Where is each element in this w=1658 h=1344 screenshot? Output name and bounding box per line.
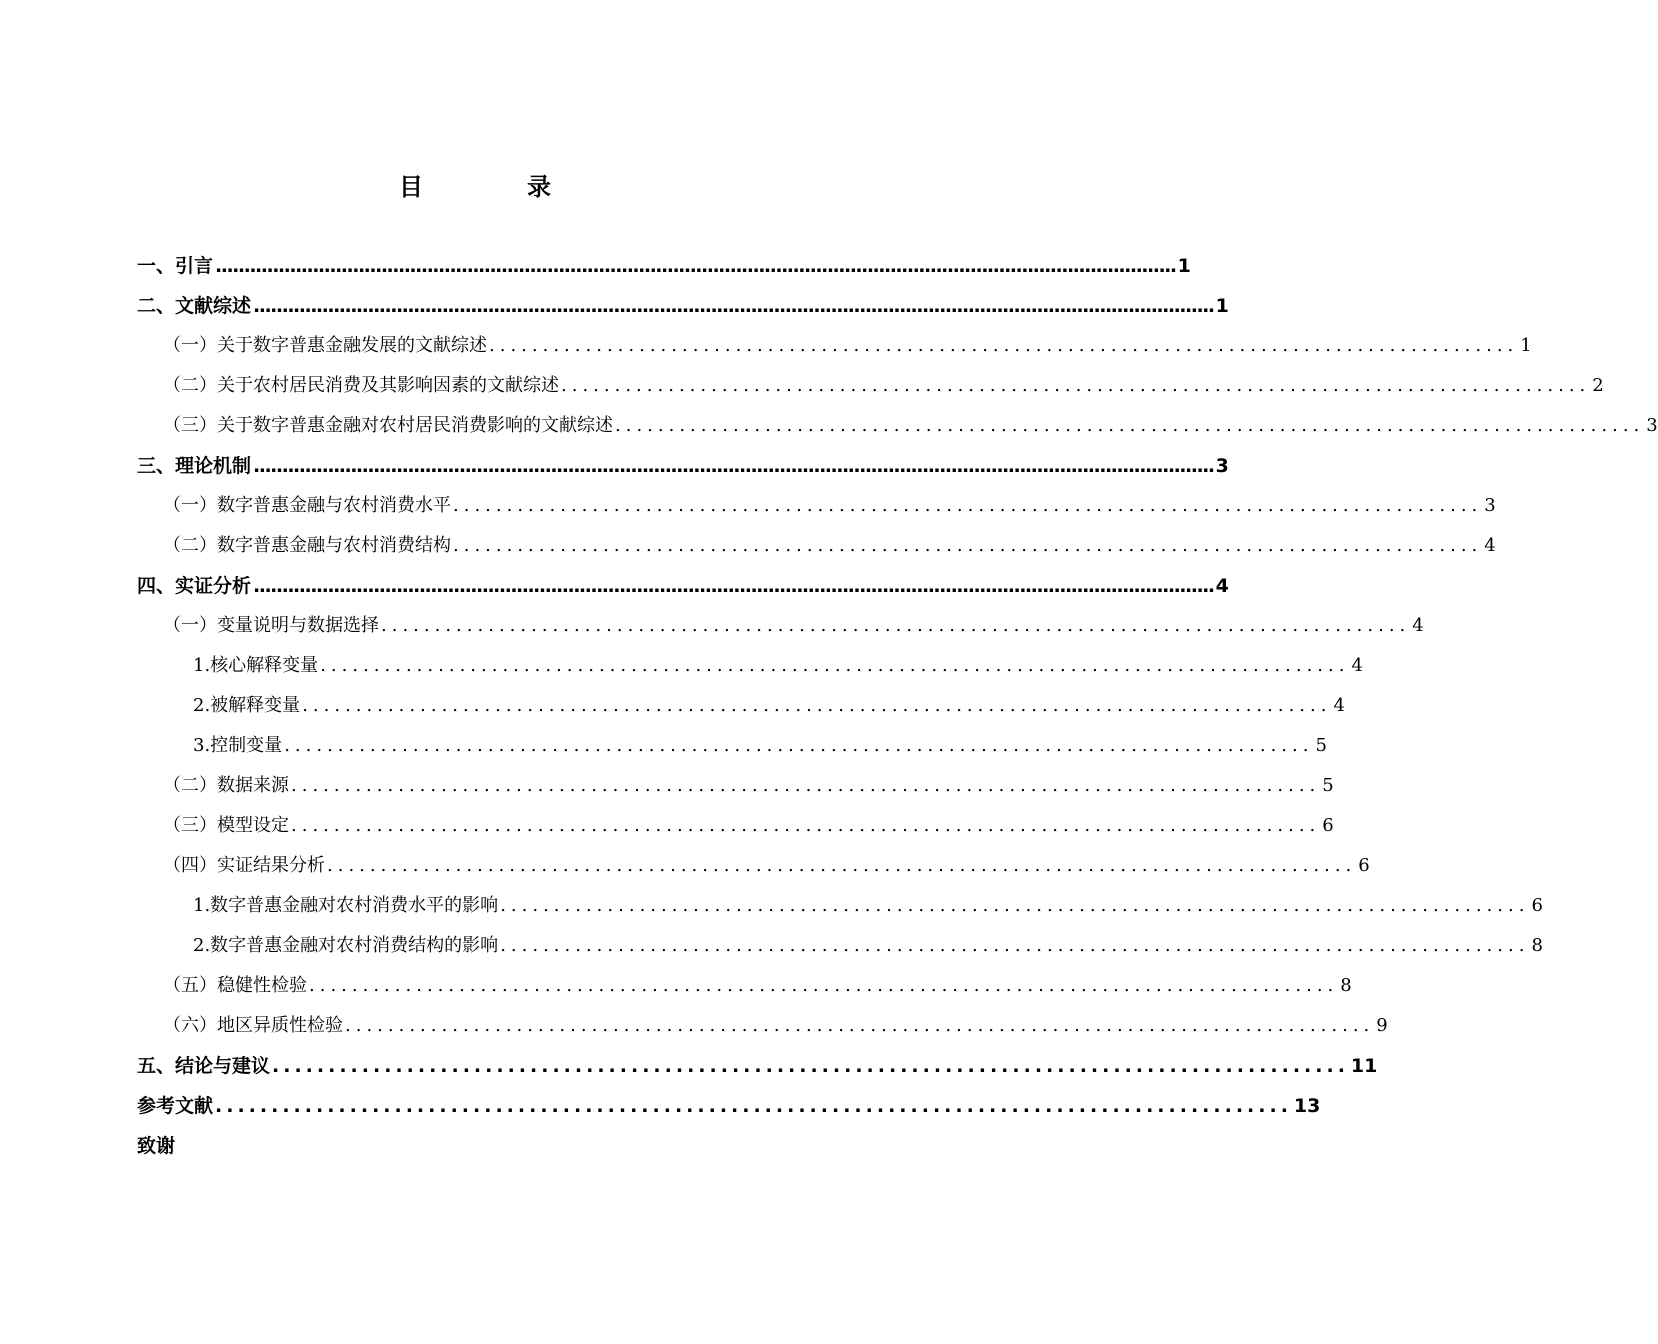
toc-entry-label: 1.数字普惠金融对农村消费水平的影响 (193, 895, 499, 916)
toc-entry-4-1-1[interactable] (0, 643, 1363, 679)
toc-page-number: 4 (1351, 655, 1363, 676)
toc-entry-4-1-2[interactable] (0, 683, 1345, 719)
toc-entry-label: （六）地区异质性检验 (163, 1015, 343, 1036)
title-char-2: 录 (527, 173, 551, 201)
toc-entry-label: （三）模型设定 (163, 815, 289, 836)
dot-leader: ................................................................................................ (500, 935, 1530, 956)
toc-entry-4-4[interactable] (0, 843, 1370, 879)
toc-entry-4-3[interactable] (0, 803, 1334, 839)
toc-page-number: 1 (1177, 255, 1191, 277)
dot-leader: ................................................................................................ (615, 415, 1645, 436)
toc-entry-references[interactable] (0, 1083, 1321, 1119)
toc-entry-label: （五）稳健性检验 (163, 975, 307, 996)
dot-leader: ................................................................................................ (284, 735, 1314, 756)
toc-page-number: 4 (1484, 535, 1496, 556)
toc-page-number: 1 (1520, 335, 1532, 356)
toc-entry-label: 3.控制变量 (193, 735, 283, 756)
dot-leader: ................................................................................................ (381, 615, 1411, 636)
toc-entry-3-1[interactable] (0, 483, 1496, 519)
toc-page-number: 13 (1293, 1095, 1321, 1117)
dot-leader: ................................................................................................ (302, 695, 1332, 716)
toc-entry-4-5[interactable] (0, 963, 1352, 999)
toc-entry-label: 参考文献 (137, 1095, 214, 1117)
dot-leader: ........................................................................................................................................................................ (215, 255, 1176, 277)
toc-entry-4-1-3[interactable] (0, 723, 1327, 759)
toc-entry-theory[interactable] (0, 443, 1229, 479)
toc-entry-label: （二）关于农村居民消费及其影响因素的文献综述 (163, 375, 559, 396)
page-title (0, 172, 950, 202)
toc-entry-3-2[interactable] (0, 523, 1496, 559)
toc-entry-label: （一）关于数字普惠金融发展的文献综述 (163, 335, 487, 356)
toc-entry-empirical[interactable] (0, 563, 1229, 599)
toc-entry-4-4-2[interactable] (0, 923, 1543, 959)
toc-entry-label: 1.核心解释变量 (193, 655, 319, 676)
toc-entry-label: （二）数字普惠金融与农村消费结构 (163, 535, 451, 556)
toc-entry-literature-review[interactable] (0, 283, 1229, 319)
toc-entry-label: （一）变量说明与数据选择 (163, 615, 379, 636)
toc-entry-label: （三）关于数字普惠金融对农村居民消费影响的文献综述 (163, 415, 613, 436)
toc-entry-label: 三、理论机制 (137, 455, 252, 477)
dot-leader: ................................................................................................ (215, 1095, 1292, 1117)
toc-page-number: 3 (1646, 415, 1658, 436)
dot-leader: ................................................................................................ (453, 535, 1483, 556)
toc-entry-acknowledgements[interactable] (0, 1123, 950, 1159)
toc-entry-4-2[interactable] (0, 763, 1334, 799)
dot-leader: ................................................................................................ (489, 335, 1519, 356)
dot-leader: ................................................................................................ (291, 775, 1321, 796)
toc-page-number: 6 (1322, 815, 1334, 836)
toc-page-number: 8 (1531, 935, 1543, 956)
title-char-1: 目 (399, 173, 423, 201)
toc-entry-intro[interactable] (0, 243, 1191, 279)
toc-page-number: 2 (1592, 375, 1604, 396)
toc-entry-4-6[interactable] (0, 1003, 1388, 1039)
toc-page-number: 8 (1340, 975, 1352, 996)
toc-page-number: 9 (1376, 1015, 1388, 1036)
toc-entry-4-1[interactable] (0, 603, 1424, 639)
dot-leader: ................................................................................................ (453, 495, 1483, 516)
dot-leader: ................................................................................................ (272, 1055, 1349, 1077)
toc-page-number: 6 (1358, 855, 1370, 876)
toc-page-number: 6 (1531, 895, 1543, 916)
toc-entry-label: 致谢 (137, 1135, 176, 1157)
dot-leader: ................................................................................................ (561, 375, 1591, 396)
toc-entry-label: （一）数字普惠金融与农村消费水平 (163, 495, 451, 516)
toc-entry-label: （二）数据来源 (163, 775, 289, 796)
toc-entry-2-2[interactable] (0, 363, 1604, 399)
toc-entry-2-1[interactable] (0, 323, 1532, 359)
dot-leader: ................................................................................................ (291, 815, 1321, 836)
toc-page-number: 11 (1350, 1055, 1378, 1077)
toc-entry-label: 2.数字普惠金融对农村消费结构的影响 (193, 935, 499, 956)
dot-leader: ........................................................................................................................................................................ (253, 455, 1214, 477)
toc-page-number: 4 (1215, 575, 1229, 597)
dot-leader: ........................................................................................................................................................................ (253, 295, 1214, 317)
toc-entry-4-4-1[interactable] (0, 883, 1543, 919)
toc-page-number: 5 (1315, 735, 1327, 756)
toc-page-number: 3 (1484, 495, 1496, 516)
toc-entry-label: 五、结论与建议 (137, 1055, 271, 1077)
dot-leader: ........................................................................................................................................................................ (253, 575, 1214, 597)
dot-leader: ................................................................................................ (309, 975, 1339, 996)
toc-page-number: 5 (1322, 775, 1334, 796)
toc-page-number: 3 (1215, 455, 1229, 477)
toc-entry-label: 一、引言 (137, 255, 214, 277)
dot-leader: ................................................................................................ (500, 895, 1530, 916)
dot-leader: ................................................................................................ (320, 655, 1350, 676)
toc-entry-label: （四）实证结果分析 (163, 855, 325, 876)
toc-entry-label: 四、实证分析 (137, 575, 252, 597)
dot-leader: ................................................................................................ (327, 855, 1357, 876)
toc-entry-2-3[interactable] (0, 403, 1658, 439)
dot-leader: ................................................................................................ (345, 1015, 1375, 1036)
toc-entry-conclusion[interactable] (0, 1043, 1378, 1079)
toc-page-number: 4 (1333, 695, 1345, 716)
toc-entry-label: 二、文献综述 (137, 295, 252, 317)
toc-entry-label: 2.被解释变量 (193, 695, 301, 716)
toc-page-number: 1 (1215, 295, 1229, 317)
toc-page-number: 4 (1412, 615, 1424, 636)
